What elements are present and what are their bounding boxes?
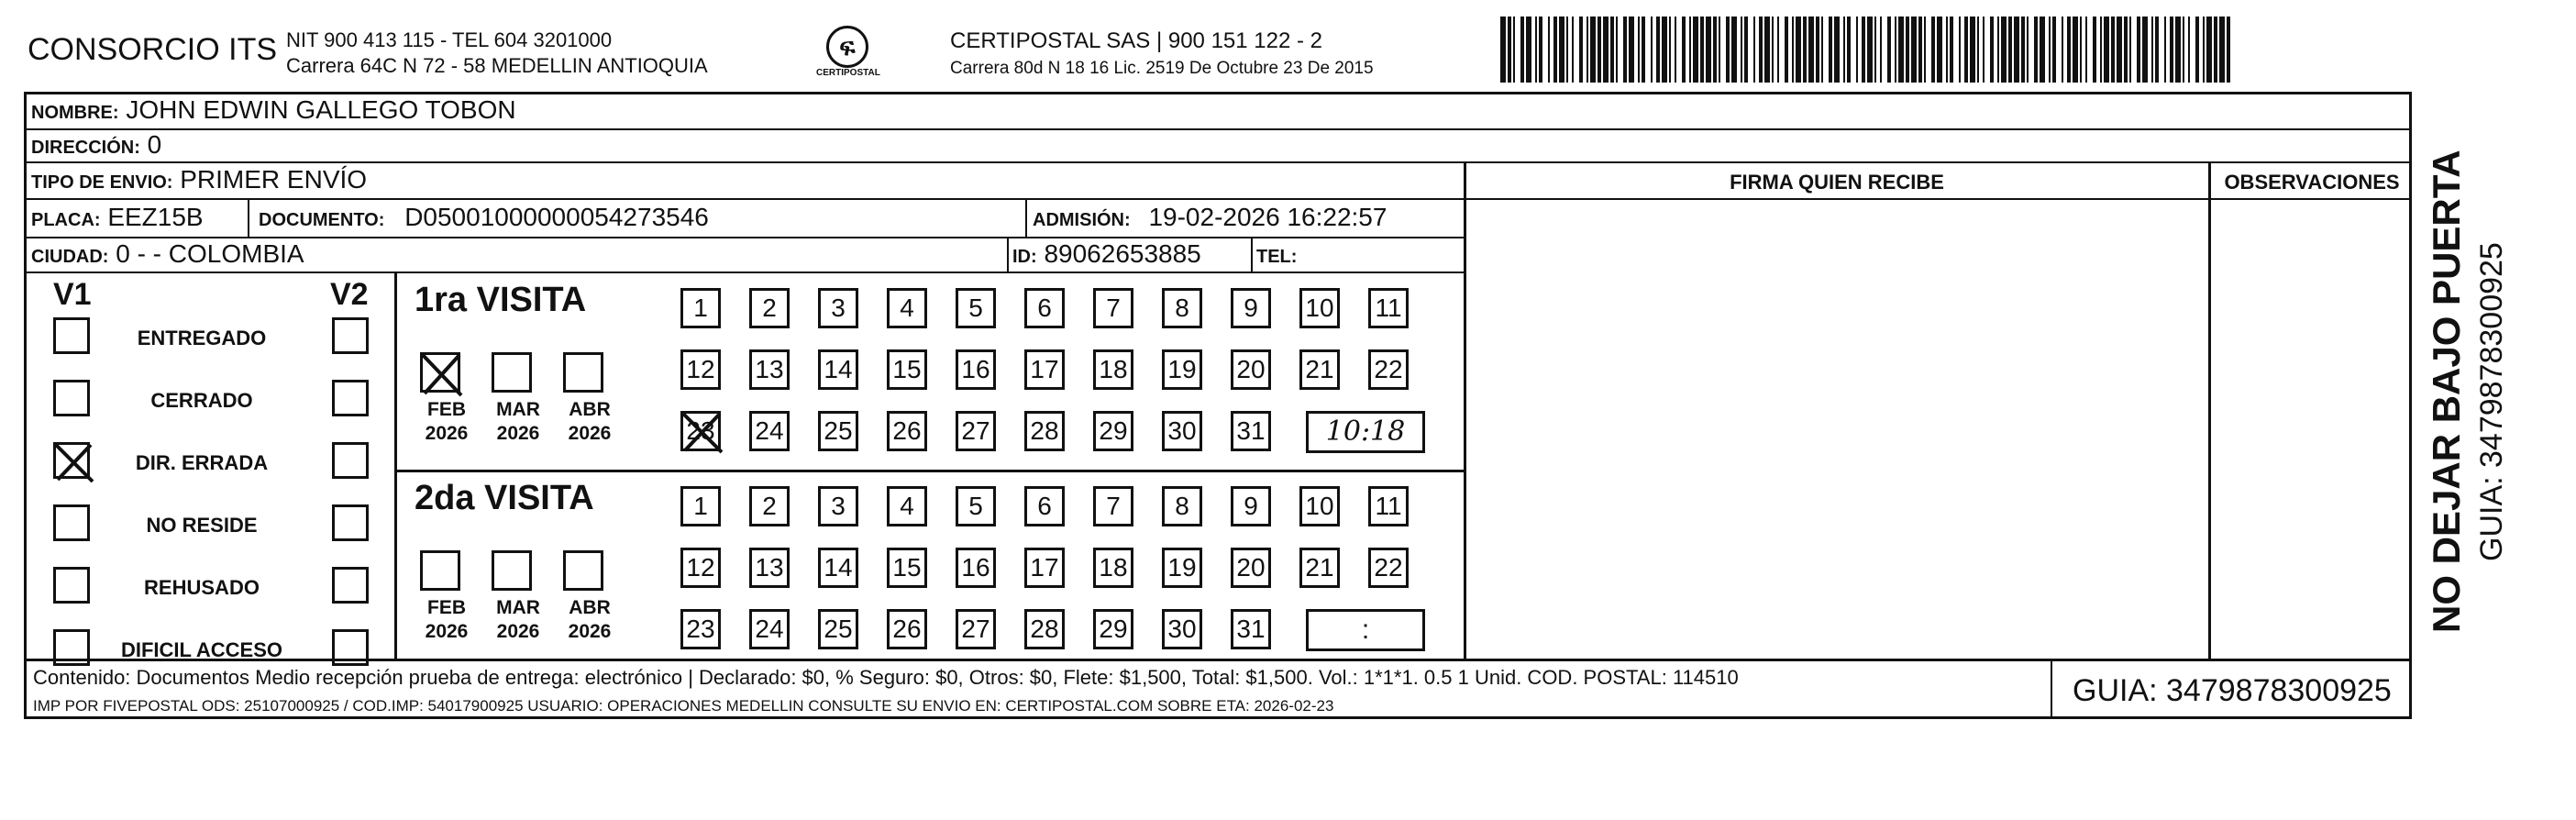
direccion-label: DIRECCIÓN: [31, 138, 140, 158]
admision-label: ADMISIÓN: [1033, 210, 1131, 230]
day-number: 29 [1099, 615, 1128, 643]
nombre-row [31, 95, 516, 125]
tipo-envio-label: TIPO DE ENVIO: [31, 172, 173, 193]
day-box[interactable] [818, 411, 858, 451]
side-guia: GUIA: 3479878300925 [2474, 242, 2509, 561]
day-box[interactable] [1093, 609, 1133, 649]
check-mark-icon [52, 441, 96, 485]
day-number: 3 [831, 492, 846, 520]
certipostal-logo: ፍ CERTIPOSTAL [816, 26, 879, 83]
status-label: DIR. ERRADA [135, 451, 269, 474]
day-number: 9 [1244, 492, 1258, 520]
company-address: Carrera 64C N 72 - 58 MEDELLIN ANTIOQUIA [286, 54, 708, 77]
tel-row [1256, 239, 1297, 269]
day-number: 27 [961, 416, 990, 445]
month-checkbox[interactable] [492, 550, 532, 591]
ciudad-label: CIUDAD: [31, 247, 109, 267]
month-checkbox[interactable] [563, 352, 603, 393]
day-number: 14 [824, 355, 853, 383]
status-label: NO RESIDE [146, 514, 258, 537]
day-number: 7 [1106, 492, 1121, 520]
day-box[interactable] [1231, 548, 1271, 588]
month-checkbox[interactable] [492, 352, 532, 393]
month-label: MAR 2026 [496, 597, 540, 642]
day-box[interactable] [1024, 349, 1065, 390]
day-number: 6 [1037, 492, 1052, 520]
day-number: 15 [892, 355, 922, 383]
day-number: 10 [1305, 492, 1334, 520]
day-box[interactable] [887, 609, 927, 649]
day-number: 24 [755, 416, 784, 445]
footer-print-info: IMP POR FIVEPOSTAL ODS: 25107000925 / COD.IMP: 54017900925 USUARIO: OPERACIONES MEDELLIN CONSULTE SU ENVIO EN: CERTIPOSTAL.COM SOBRE ETA: 2026-02-23 [33, 697, 1334, 715]
admision-row [1033, 203, 1387, 232]
day-number: 18 [1099, 553, 1128, 582]
day-number: 28 [1030, 615, 1059, 643]
day-box[interactable] [749, 288, 790, 328]
v2-label: V2 [330, 277, 369, 312]
admision-value: 19-02-2026 16:22:57 [1148, 203, 1388, 231]
status-label: CERRADO [150, 389, 253, 412]
placa-row [31, 203, 204, 232]
no-dejar-warning: NO DEJAR BAJO PUERTA [2425, 150, 2468, 633]
documento-row [259, 203, 709, 232]
day-number: 10 [1305, 294, 1334, 322]
day-number: 1 [693, 294, 708, 322]
day-number: 17 [1030, 553, 1059, 582]
day-box[interactable] [818, 486, 858, 526]
day-box[interactable] [956, 411, 996, 451]
day-box[interactable] [1368, 288, 1409, 328]
day-box[interactable] [1162, 349, 1202, 390]
day-number: 23 [686, 416, 715, 445]
day-number: 16 [961, 553, 990, 582]
carrier-info [950, 28, 1374, 83]
day-box[interactable] [680, 288, 721, 328]
day-box[interactable] [680, 609, 721, 649]
day-number: 31 [1236, 416, 1266, 445]
carrier-address: Carrera 80d N 18 16 Lic. 2519 De Octubre 23 De 2015 [950, 59, 1374, 78]
day-number: 30 [1167, 615, 1197, 643]
day-number: 20 [1236, 355, 1266, 383]
day-box[interactable] [1162, 486, 1202, 526]
day-box[interactable] [887, 411, 927, 451]
day-number: 24 [755, 615, 784, 643]
day-box[interactable] [1231, 349, 1271, 390]
observaciones-header: OBSERVACIONES [2224, 171, 2400, 194]
day-box[interactable] [1231, 609, 1271, 649]
day-box[interactable] [1093, 288, 1133, 328]
month-label: FEB 2026 [425, 597, 469, 642]
day-number: 20 [1236, 553, 1266, 582]
day-number: 4 [900, 294, 914, 322]
day-number: 13 [755, 355, 784, 383]
day-number: 8 [1175, 492, 1189, 520]
day-number: 11 [1375, 492, 1402, 520]
day-box[interactable] [1231, 411, 1271, 451]
day-number: 14 [824, 553, 853, 582]
day-box[interactable] [818, 349, 858, 390]
month-checkbox[interactable] [420, 352, 460, 393]
day-number: 7 [1106, 294, 1121, 322]
v2-checkbox-cerrado[interactable] [332, 380, 369, 416]
day-box[interactable] [1024, 288, 1065, 328]
v1-checkbox-dir-errada[interactable] [53, 442, 90, 479]
day-box[interactable] [1162, 609, 1202, 649]
day-box[interactable] [1231, 288, 1271, 328]
day-box[interactable] [956, 288, 996, 328]
day-number: 19 [1167, 553, 1197, 582]
visit-time[interactable]: : [1306, 609, 1425, 651]
logo-text: CERTIPOSTAL [816, 68, 880, 78]
day-number: 8 [1175, 294, 1189, 322]
tipo-envio-value: PRIMER ENVÍO [180, 165, 368, 194]
day-box[interactable] [818, 548, 858, 588]
day-box[interactable] [1368, 349, 1409, 390]
status-label: REHUSADO [144, 576, 260, 599]
day-box[interactable] [1024, 411, 1065, 451]
barcode [1500, 17, 2234, 83]
day-box[interactable] [1093, 486, 1133, 526]
day-number: 27 [961, 615, 990, 643]
day-box[interactable] [956, 548, 996, 588]
day-box[interactable] [956, 486, 996, 526]
company-name: CONSORCIO ITS [28, 32, 278, 67]
day-number: 3 [831, 294, 846, 322]
day-number: 12 [686, 553, 715, 582]
firma-header: FIRMA QUIEN RECIBE [1730, 171, 1944, 194]
day-number: 2 [762, 492, 777, 520]
id-value: 89062653885 [1044, 239, 1201, 268]
placa-label: PLACA: [31, 210, 101, 230]
v1-label: V1 [53, 277, 92, 312]
visit-title: 1ra VISITA [415, 281, 587, 319]
day-box[interactable] [1368, 486, 1409, 526]
day-box[interactable] [1024, 609, 1065, 649]
day-number: 5 [968, 492, 983, 520]
footer-content: Contenido: Documentos Medio recepción prueba de entrega: electrónico | Declarado: $0, % Seguro: $0, Otros: $0, Flete: $1,500, Total: $1,500. Vol.: 1*1*1. 0.5 1 Unid. COD. POSTAL: 114510 [33, 666, 1739, 689]
day-box[interactable] [1093, 411, 1133, 451]
day-box[interactable] [818, 609, 858, 649]
day-number: 26 [892, 615, 922, 643]
day-number: 6 [1037, 294, 1052, 322]
day-box[interactable] [887, 548, 927, 588]
day-box[interactable] [1162, 288, 1202, 328]
day-box[interactable] [1162, 548, 1202, 588]
v2-checkbox-dir-errada[interactable] [332, 442, 369, 479]
day-number: 17 [1030, 355, 1059, 383]
day-box[interactable] [749, 486, 790, 526]
v1-checkbox-dificil-acceso[interactable] [53, 629, 90, 666]
day-number: 13 [755, 553, 784, 582]
carrier-name: CERTIPOSTAL SAS | 900 151 122 - 2 [950, 28, 1322, 53]
month-checkbox[interactable] [563, 550, 603, 591]
month-label: ABR 2026 [568, 597, 612, 642]
direccion-value: 0 [147, 130, 162, 159]
day-box[interactable] [749, 609, 790, 649]
day-number: 21 [1305, 553, 1334, 582]
day-box[interactable] [887, 288, 927, 328]
day-number: 29 [1099, 416, 1128, 445]
status-label: DIFICIL ACCESO [120, 638, 282, 661]
day-number: 11 [1375, 294, 1402, 322]
day-number: 28 [1030, 416, 1059, 445]
day-number: 1 [693, 492, 708, 520]
month-label: ABR 2026 [568, 399, 612, 444]
month-label: MAR 2026 [496, 399, 540, 444]
day-box[interactable] [1093, 349, 1133, 390]
placa-value: EEZ15B [107, 203, 204, 231]
day-box[interactable] [1299, 548, 1340, 588]
day-number: 30 [1167, 416, 1197, 445]
day-box[interactable] [680, 411, 721, 451]
day-number: 16 [961, 355, 990, 383]
ciudad-value: 0 - - COLOMBIA [116, 239, 304, 268]
guia-number: GUIA: 3479878300925 [2073, 673, 2392, 708]
day-box[interactable] [956, 609, 996, 649]
day-box[interactable] [1024, 486, 1065, 526]
day-number: 9 [1244, 294, 1258, 322]
day-box[interactable] [1299, 486, 1340, 526]
nombre-value: JOHN EDWIN GALLEGO TOBON [126, 95, 516, 124]
month-label: FEB 2026 [425, 399, 469, 444]
day-box[interactable] [1231, 486, 1271, 526]
day-number: 25 [824, 416, 853, 445]
day-number: 31 [1236, 615, 1266, 643]
day-number: 22 [1374, 355, 1403, 383]
day-number: 18 [1099, 355, 1128, 383]
documento-value: D05001000000054273546 [404, 203, 709, 231]
v2-checkbox-rehusado[interactable] [332, 567, 369, 604]
v1-checkbox-entregado[interactable] [53, 317, 90, 354]
day-number: 23 [686, 615, 715, 643]
day-box[interactable] [1024, 548, 1065, 588]
id-row [1012, 239, 1201, 269]
day-box[interactable] [1162, 411, 1202, 451]
v1-checkbox-no-reside[interactable] [53, 504, 90, 541]
nombre-label: NOMBRE: [31, 103, 119, 123]
documento-label: DOCUMENTO: [259, 210, 385, 230]
day-number: 22 [1374, 553, 1403, 582]
day-box[interactable] [680, 349, 721, 390]
v2-checkbox-no-reside[interactable] [332, 504, 369, 541]
check-mark-icon [680, 410, 725, 456]
day-number: 2 [762, 294, 777, 322]
visit-title: 2da VISITA [415, 479, 594, 517]
day-number: 26 [892, 416, 922, 445]
day-box[interactable] [818, 288, 858, 328]
check-mark-icon [419, 351, 465, 399]
day-number: 5 [968, 294, 983, 322]
tel-label: TEL: [1256, 247, 1298, 267]
v1-checkbox-rehusado[interactable] [53, 567, 90, 604]
direccion-row [31, 130, 161, 160]
company-info [286, 28, 708, 79]
day-number: 19 [1167, 355, 1197, 383]
day-number: 21 [1305, 355, 1334, 383]
day-number: 4 [900, 492, 914, 520]
day-box[interactable] [749, 411, 790, 451]
day-box[interactable] [1093, 548, 1133, 588]
v2-checkbox-entregado[interactable] [332, 317, 369, 354]
day-box[interactable] [956, 349, 996, 390]
day-box[interactable] [749, 349, 790, 390]
ciudad-row [31, 239, 304, 269]
company-nit-tel: NIT 900 413 115 - TEL 604 3201000 [286, 28, 613, 51]
id-label: ID: [1012, 247, 1037, 267]
visit-time[interactable]: 10:18 [1306, 411, 1425, 453]
day-box[interactable] [1299, 288, 1340, 328]
day-box[interactable] [1299, 349, 1340, 390]
day-number: 12 [686, 355, 715, 383]
tipo-envio-row [31, 165, 367, 194]
v2-checkbox-dificil-acceso[interactable] [332, 629, 369, 666]
month-checkbox[interactable] [420, 550, 460, 591]
day-number: 15 [892, 553, 922, 582]
day-box[interactable] [680, 548, 721, 588]
day-number: 25 [824, 615, 853, 643]
day-box[interactable] [887, 486, 927, 526]
day-box[interactable] [887, 349, 927, 390]
day-box[interactable] [680, 486, 721, 526]
status-label: ENTREGADO [137, 327, 267, 349]
day-box[interactable] [749, 548, 790, 588]
day-box[interactable] [1368, 548, 1409, 588]
v1-checkbox-cerrado[interactable] [53, 380, 90, 416]
